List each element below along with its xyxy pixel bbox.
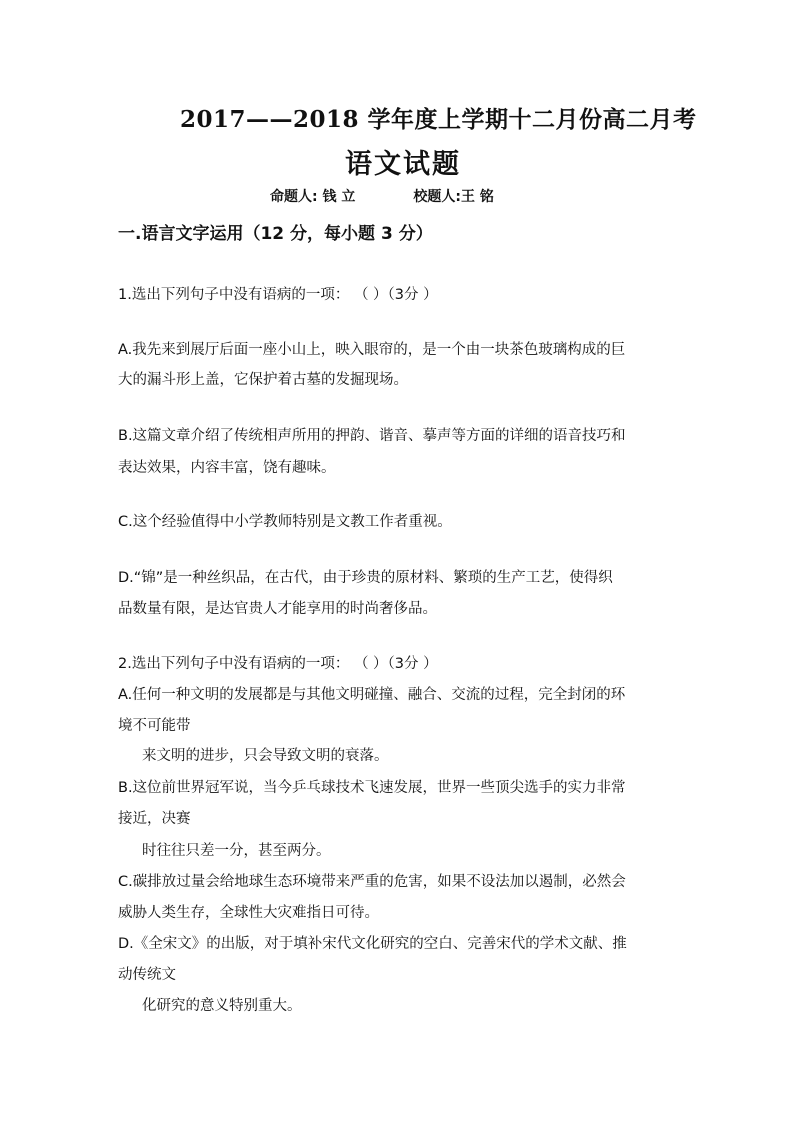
question-setter: 命题人: 钱 立 bbox=[270, 189, 356, 205]
q2-option-a-line3: 来文明的进步，只会导致文明的衰落。 bbox=[142, 748, 389, 764]
exam-title: 2017——2018 学年度上学期十二月份高二月考 bbox=[180, 106, 697, 133]
q2-option-d-line1: D.《全宋文》的出版，对于填补宋代文化研究的空白、完善宋代的学术文献、推 bbox=[118, 936, 627, 952]
q2-option-d-line3: 化研究的意义特别重大。 bbox=[142, 998, 302, 1014]
q1-option-d-line1: D.“锦”是一种丝织品，在古代，由于珍贵的原材料、繁琐的生产工艺，使得织 bbox=[118, 570, 613, 586]
q1-option-b-line1: B.这篇文章介绍了传统相声所用的押韵、谐音、摹声等方面的详细的语音技巧和 bbox=[118, 428, 626, 444]
q2-stem: 2.选出下列句子中没有语病的一项： （ ）（3分 ） bbox=[118, 656, 438, 672]
q1-option-b-line2: 表达效果，内容丰富，饶有趣味。 bbox=[118, 460, 336, 476]
q2-option-b-line3: 时往往只差一分，甚至两分。 bbox=[142, 843, 331, 859]
authors-line bbox=[270, 186, 494, 206]
section-heading: 一.语言文字运用（12 分，每小题 3 分） bbox=[118, 224, 433, 244]
q1-stem: 1.选出下列句子中没有语病的一项： （ ）（3分 ） bbox=[118, 287, 438, 303]
q2-option-a-line2: 境不可能带 bbox=[118, 718, 191, 734]
q2-option-b-line1: B.这位前世界冠军说，当今乒乓球技术飞速发展，世界一些顶尖选手的实力非常 bbox=[118, 780, 626, 796]
q2-option-b-line2: 接近，决赛 bbox=[118, 811, 191, 827]
q1-option-a-line1: A.我先来到展厅后面一座小山上，映入眼帘的，是一个由一块茶色玻璃构成的巨 bbox=[118, 342, 626, 358]
exam-subtitle: 语文试题 bbox=[345, 149, 461, 180]
q1-option-c-line1: C.这个经验值得中小学教师特别是文教工作者重视。 bbox=[118, 514, 452, 530]
q1-option-d-line2: 品数量有限，是达官贵人才能享用的时尚奢侈品。 bbox=[118, 601, 437, 617]
q2-option-c-line2: 威胁人类生存，全球性大灾难指日可待。 bbox=[118, 905, 379, 921]
q2-option-c-line1: C.碳排放过量会给地球生态环境带来严重的危害，如果不设法加以遏制，必然会 bbox=[118, 874, 626, 890]
q2-option-d-line2: 动传统文 bbox=[118, 967, 176, 983]
question-checker: 校题人:王 铭 bbox=[413, 189, 494, 205]
q1-option-a-line2: 大的漏斗形上盖，它保护着古墓的发掘现场。 bbox=[118, 372, 408, 388]
q2-option-a-line1: A.任何一种文明的发展都是与其他文明碰撞、融合、交流的过程，完全封闭的环 bbox=[118, 687, 626, 703]
